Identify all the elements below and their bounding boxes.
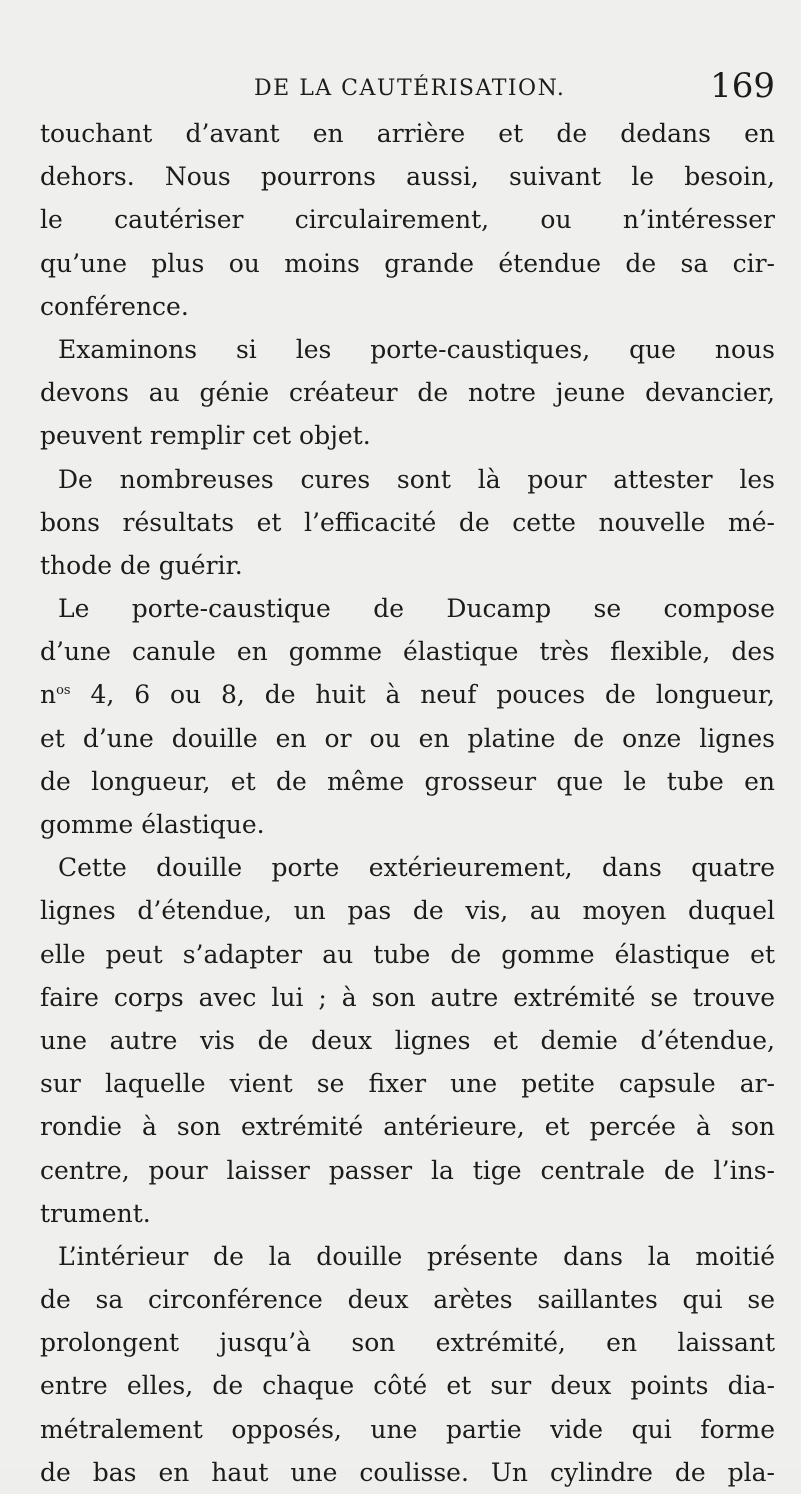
text-line: peuvent remplir cet objet. [40,421,371,451]
text-line: bons résultats et l’efficacité de cette nouvelle mé- [40,507,775,537]
page-number: 169 [710,66,775,106]
running-title: DE LA CAUTÉRISATION. [254,76,566,101]
text-line: thode de guérir. [40,550,243,580]
text-line: sur laquelle vient se fixer une petite capsule ar- [40,1069,775,1099]
text-line: prolongent jusqu’à son extrémité, en laissant [40,1328,775,1358]
text-line: De nombreuses cures sont là pour attester les [58,464,775,494]
text-line: de sa circonférence deux arètes saillantes qui se [40,1285,775,1315]
text-line: une autre vis de deux lignes et demie d’étendue, [40,1025,775,1055]
text-line [40,673,775,716]
text-line: dehors. Nous pourrons aussi, suivant le besoin, [40,162,775,192]
superscript: os [56,683,71,699]
text-line: Examinons si les porte-caustiques, que nous [58,334,775,364]
text-line: et d’une douille en or ou en platine de onze lignes [40,723,775,753]
text-line: de longueur, et de même grosseur que le tube en [40,766,775,796]
text-line: rondie à son extrémité antérieure, et percée à son [40,1112,775,1142]
text-line: Cette douille porte extérieurement, dans quatre [58,853,775,883]
text-line: de bas en haut une coulisse. Un cylindre de pla- [40,1457,775,1487]
text-line: elle peut s’adapter au tube de gomme élastique et [40,939,775,969]
text-line: gomme élastique. [40,810,265,839]
text-line: centre, pour laisser passer la tige centrale de l’ins- [40,1155,775,1185]
text-line: trument. [40,1198,151,1228]
text-line: Le porte-caustique de Ducamp se compose [58,594,775,624]
text-line: d’une canule en gomme élastique très flexible, des [40,637,775,667]
text-line: faire corps avec lui ; à son autre extrémité se trouve [40,982,775,1012]
body-text [40,112,775,1494]
line-text: n [40,680,57,710]
text-line: conférence. [40,291,189,321]
text-line: lignes d’étendue, un pas de vis, au moyen duquel [40,896,775,926]
text-line: devons au génie créateur de notre jeune devancier, [40,378,775,408]
text-line: métralement opposés, une partie vide qui forme [40,1414,775,1444]
text-line: L’intérieur de la douille présente dans la moitié [58,1241,775,1271]
text-line: le cautériser circulairement, ou n’intéresser [40,205,775,235]
text-line: touchant d’avant en arrière et de dedans en [40,119,775,148]
text-line: qu’une plus ou moins grande étendue de sa cir- [40,248,775,278]
page-header [40,66,775,112]
text-line: entre elles, de chaque côté et sur deux points dia- [40,1371,775,1401]
line-text-rest: 4, 6 ou 8, de huit à neuf pouces de longueur, [70,680,775,710]
